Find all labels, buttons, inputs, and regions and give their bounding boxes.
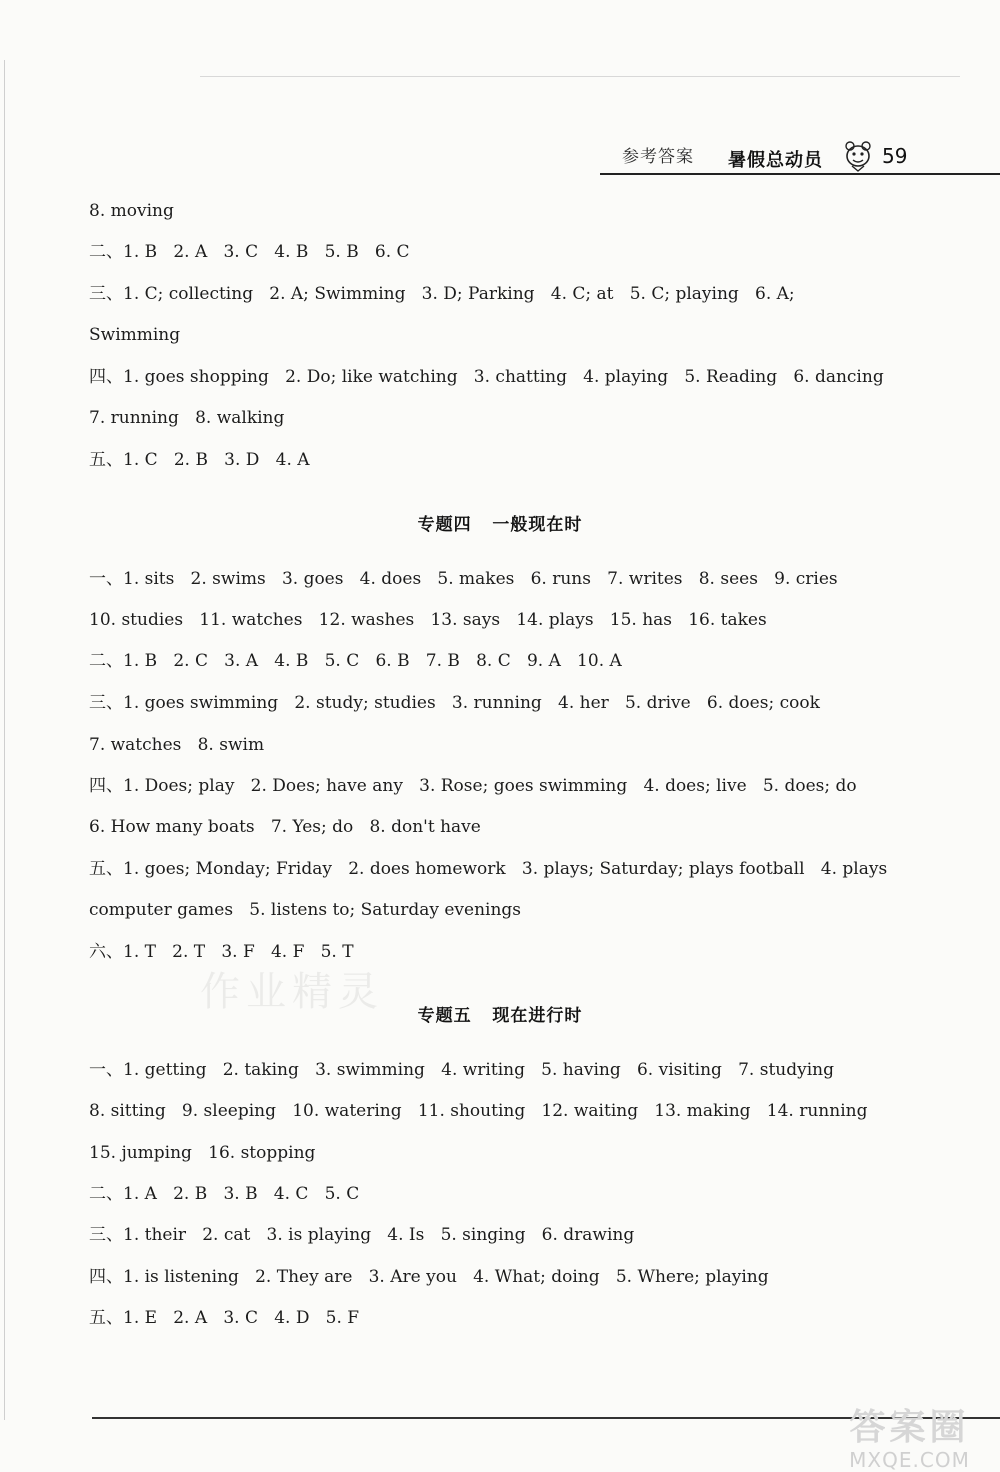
top-divider	[200, 76, 960, 77]
page-edge-line	[4, 60, 5, 1420]
header-underline	[600, 173, 1000, 175]
answer-line: 8. sitting 9. sleeping 10. watering 11. shouting 12. waiting 13. making 14. running	[89, 1101, 868, 1121]
mascot-icon	[842, 138, 874, 172]
answer-line: 二、1. B 2. C 3. A 4. B 5. C 6. B 7. B 8. C 9. A 10. A	[89, 651, 622, 671]
answer-line: 六、1. T 2. T 3. F 4. F 5. T	[89, 942, 354, 962]
watermark-url: MXQE.COM	[849, 1448, 970, 1472]
answer-line: 三、1. their 2. cat 3. is playing 4. Is 5. singing 6. drawing	[89, 1225, 635, 1245]
answer-line: 五、1. goes; Monday; Friday 2. does homework 3. plays; Saturday; plays football 4. plays	[89, 859, 888, 879]
answer-line: 7. running 8. walking	[89, 408, 285, 428]
answer-line: 四、1. is listening 2. They are 3. Are you 4. What; doing 5. Where; playing	[89, 1267, 769, 1287]
answer-line: 7. watches 8. swim	[89, 735, 265, 755]
answer-line: 6. How many boats 7. Yes; do 8. don't have	[89, 817, 481, 837]
answer-line: 一、1. sits 2. swims 3. goes 4. does 5. makes 6. runs 7. writes 8. sees 9. cries	[89, 569, 838, 589]
section-title-4: 专题四 一般现在时	[417, 515, 583, 535]
answer-line: 一、1. getting 2. taking 3. swimming 4. writing 5. having 6. visiting 7. studying	[89, 1060, 834, 1080]
answer-line: 8. moving	[89, 201, 174, 221]
watermark-logo-text: 答案圈	[849, 1407, 970, 1448]
header-reference-label: 参考答案	[622, 147, 694, 167]
running-header	[600, 138, 1000, 178]
answer-line: 三、1. C; collecting 2. A; Swimming 3. D; Parking 4. C; at 5. C; playing 6. A;	[89, 284, 795, 304]
answer-line: Swimming	[89, 325, 181, 345]
watermark-text: 作业精灵	[200, 969, 384, 1015]
answer-line: 五、1. E 2. A 3. C 4. D 5. F	[89, 1308, 360, 1328]
section-title-5: 专题五 现在进行时	[417, 1006, 583, 1026]
answer-line: 三、1. goes swimming 2. study; studies 3. running 4. her 5. drive 6. does; cook	[89, 693, 820, 713]
bottom-divider	[92, 1417, 1000, 1419]
answer-line: 四、1. Does; play 2. Does; have any 3. Rose; goes swimming 4. does; live 5. does; do	[89, 776, 857, 796]
page-number: 59	[882, 144, 908, 168]
header-book-title: 暑假总动员	[728, 150, 823, 171]
answer-line: 10. studies 11. watches 12. washes 13. says 14. plays 15. has 16. takes	[89, 610, 767, 630]
answer-line: 四、1. goes shopping 2. Do; like watching 3. chatting 4. playing 5. Reading 6. dancing	[89, 367, 884, 387]
answer-line: 15. jumping 16. stopping	[89, 1143, 316, 1163]
answer-line: 二、1. A 2. B 3. B 4. C 5. C	[89, 1184, 360, 1204]
answer-line: computer games 5. listens to; Saturday evenings	[89, 900, 522, 920]
answer-line: 二、1. B 2. A 3. C 4. B 5. B 6. C	[89, 242, 410, 262]
answer-line: 五、1. C 2. B 3. D 4. A	[89, 450, 310, 470]
